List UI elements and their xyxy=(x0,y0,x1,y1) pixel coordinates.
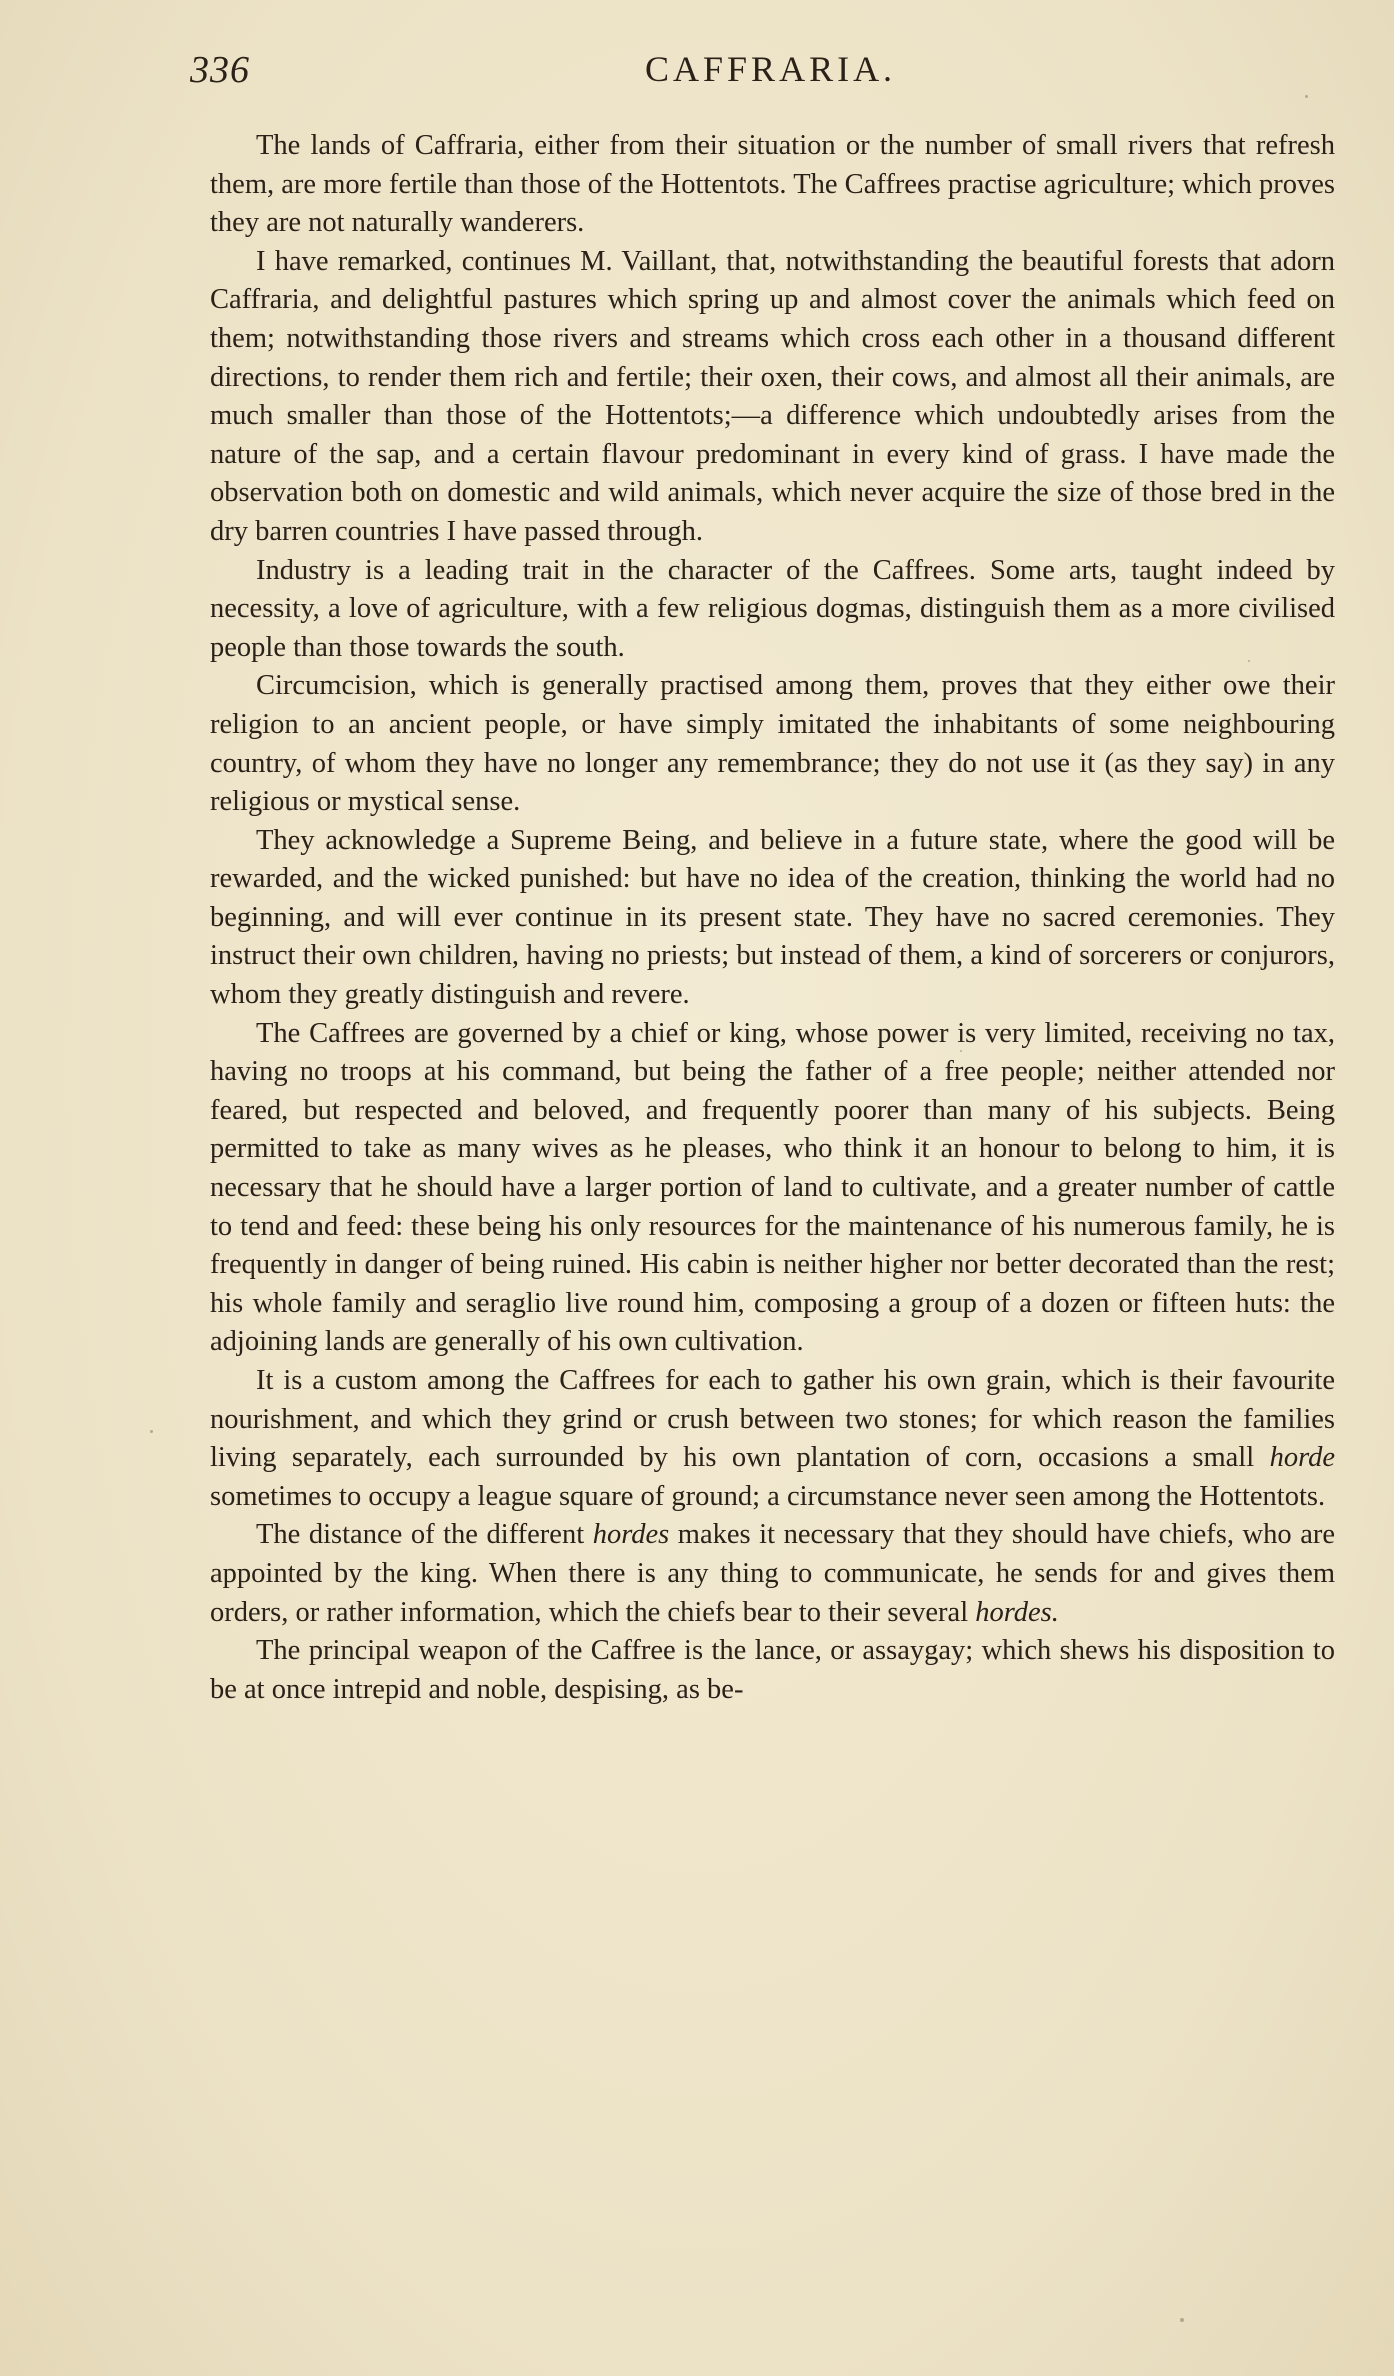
paper-speck xyxy=(960,1050,962,1052)
paragraph xyxy=(210,1516,1335,1632)
paragraph xyxy=(210,1015,1335,1362)
paragraph-text: The principal weapon of the Caffree is the lance, or assaygay; which shews his disposition to be at once intrepid and noble, despising, as be- xyxy=(210,1635,1335,1705)
paragraph-text: The lands of Caffraria, either from their situation or the number of small rivers that refresh them, are more fertile than those of the Hottentots. The Caffrees practise agriculture; which proves they are not naturally wanderers. xyxy=(210,130,1335,239)
paragraph xyxy=(210,1362,1335,1516)
paragraph-text: Circumcision, which is generally practised among them, proves that they either owe their religion to an ancient people, or have simply imitated the inhabitants of some neighbouring country, of whom they have no longer any remembrance; they do not use it (as they say) in any religious or mystical sense. xyxy=(210,670,1335,818)
body-text xyxy=(210,127,1335,1709)
paragraph-text: It is a custom among the Caffrees for each to gather his own grain, which is their favourite nourishment, and which they grind or crush between two stones; for which reason the families living separately, each surrounded by his own plantation of corn, occasions a small xyxy=(210,1365,1335,1474)
paragraph-text: Industry is a leading trait in the character of the Caffrees. Some arts, taught indeed by necessity, a love of agriculture, with a few religious dogmas, distinguish them as a more civilised people than those towards the south. xyxy=(210,554,1335,663)
paragraph xyxy=(210,552,1335,668)
paragraph xyxy=(210,127,1335,243)
paper-speck xyxy=(150,1430,153,1433)
page-number: 336 xyxy=(190,49,250,91)
italic-term: horde xyxy=(1269,1442,1335,1474)
italic-term: hordes xyxy=(592,1519,670,1551)
running-title: CAFFRARIA. xyxy=(645,49,897,89)
paper-speck xyxy=(1180,2318,1184,2322)
paragraph-text: The Caffrees are governed by a chief or king, whose power is very limited, receiving no tax, having no troops at his command, but being the father of a free people; neither attended nor feared, but respected and beloved, and frequently poorer than many of his subjects. Being permitted to take as many wives as he pleases, who think it an honour to belong to him, it is necessary that he should have a larger portion of land to cultivate, and a greater number of cattle to tend and feed: these being his only resources for the maintenance of his numerous family, he is frequently in danger of being ruined. His cabin is neither higher nor better decorated than the rest; his whole family and seraglio live round him, composing a group of a dozen or fifteen huts: the adjoining lands are generally of his own cultivation. xyxy=(210,1017,1335,1358)
paper-speck xyxy=(1305,95,1308,98)
paragraph xyxy=(210,243,1335,552)
page-header xyxy=(190,48,1290,98)
paragraph xyxy=(210,667,1335,821)
paragraph-text: The distance of the different xyxy=(256,1519,593,1551)
paragraph-text: They acknowledge a Supreme Being, and believe in a future state, where the good will be rewarded, and the wicked punished: but have no idea of the creation, thinking the world had no beginning, and will ever continue in its present state. They have no sacred ceremonies. They instruct their own children, having no priests; but instead of them, a kind of sorcerers or conjurors, whom they greatly distinguish and revere. xyxy=(210,824,1335,1011)
paragraph-text: sometimes to occupy a league square of ground; a circumstance never seen among the Hottentots. xyxy=(210,1480,1326,1512)
italic-term: hordes. xyxy=(975,1596,1059,1628)
paragraph xyxy=(210,822,1335,1015)
paper-speck xyxy=(1248,660,1250,662)
paragraph-text: makes it necessary that they should have chiefs, who are appointed by the king. When there is any thing to communicate, he sends for and gives them orders, or rather information, which the chiefs bear to their several xyxy=(210,1519,1335,1628)
paragraph xyxy=(210,1632,1335,1709)
paragraph-text: I have remarked, continues M. Vaillant, that, notwithstanding the beautiful forests that adorn Caffraria, and delightful pastures which spring up and almost cover the animals which feed on them; notwithstanding those rivers and streams which cross each other in a thousand different directions, to render them rich and fertile; their oxen, their cows, and almost all their animals, are much smaller than those of the Hottentots;—a difference which undoubtedly arises from the nature of the sap, and a certain flavour predominant in every kind of grass. I have made the observation both on domestic and wild animals, which never acquire the size of those bred in the dry barren countries I have passed through. xyxy=(210,245,1335,547)
